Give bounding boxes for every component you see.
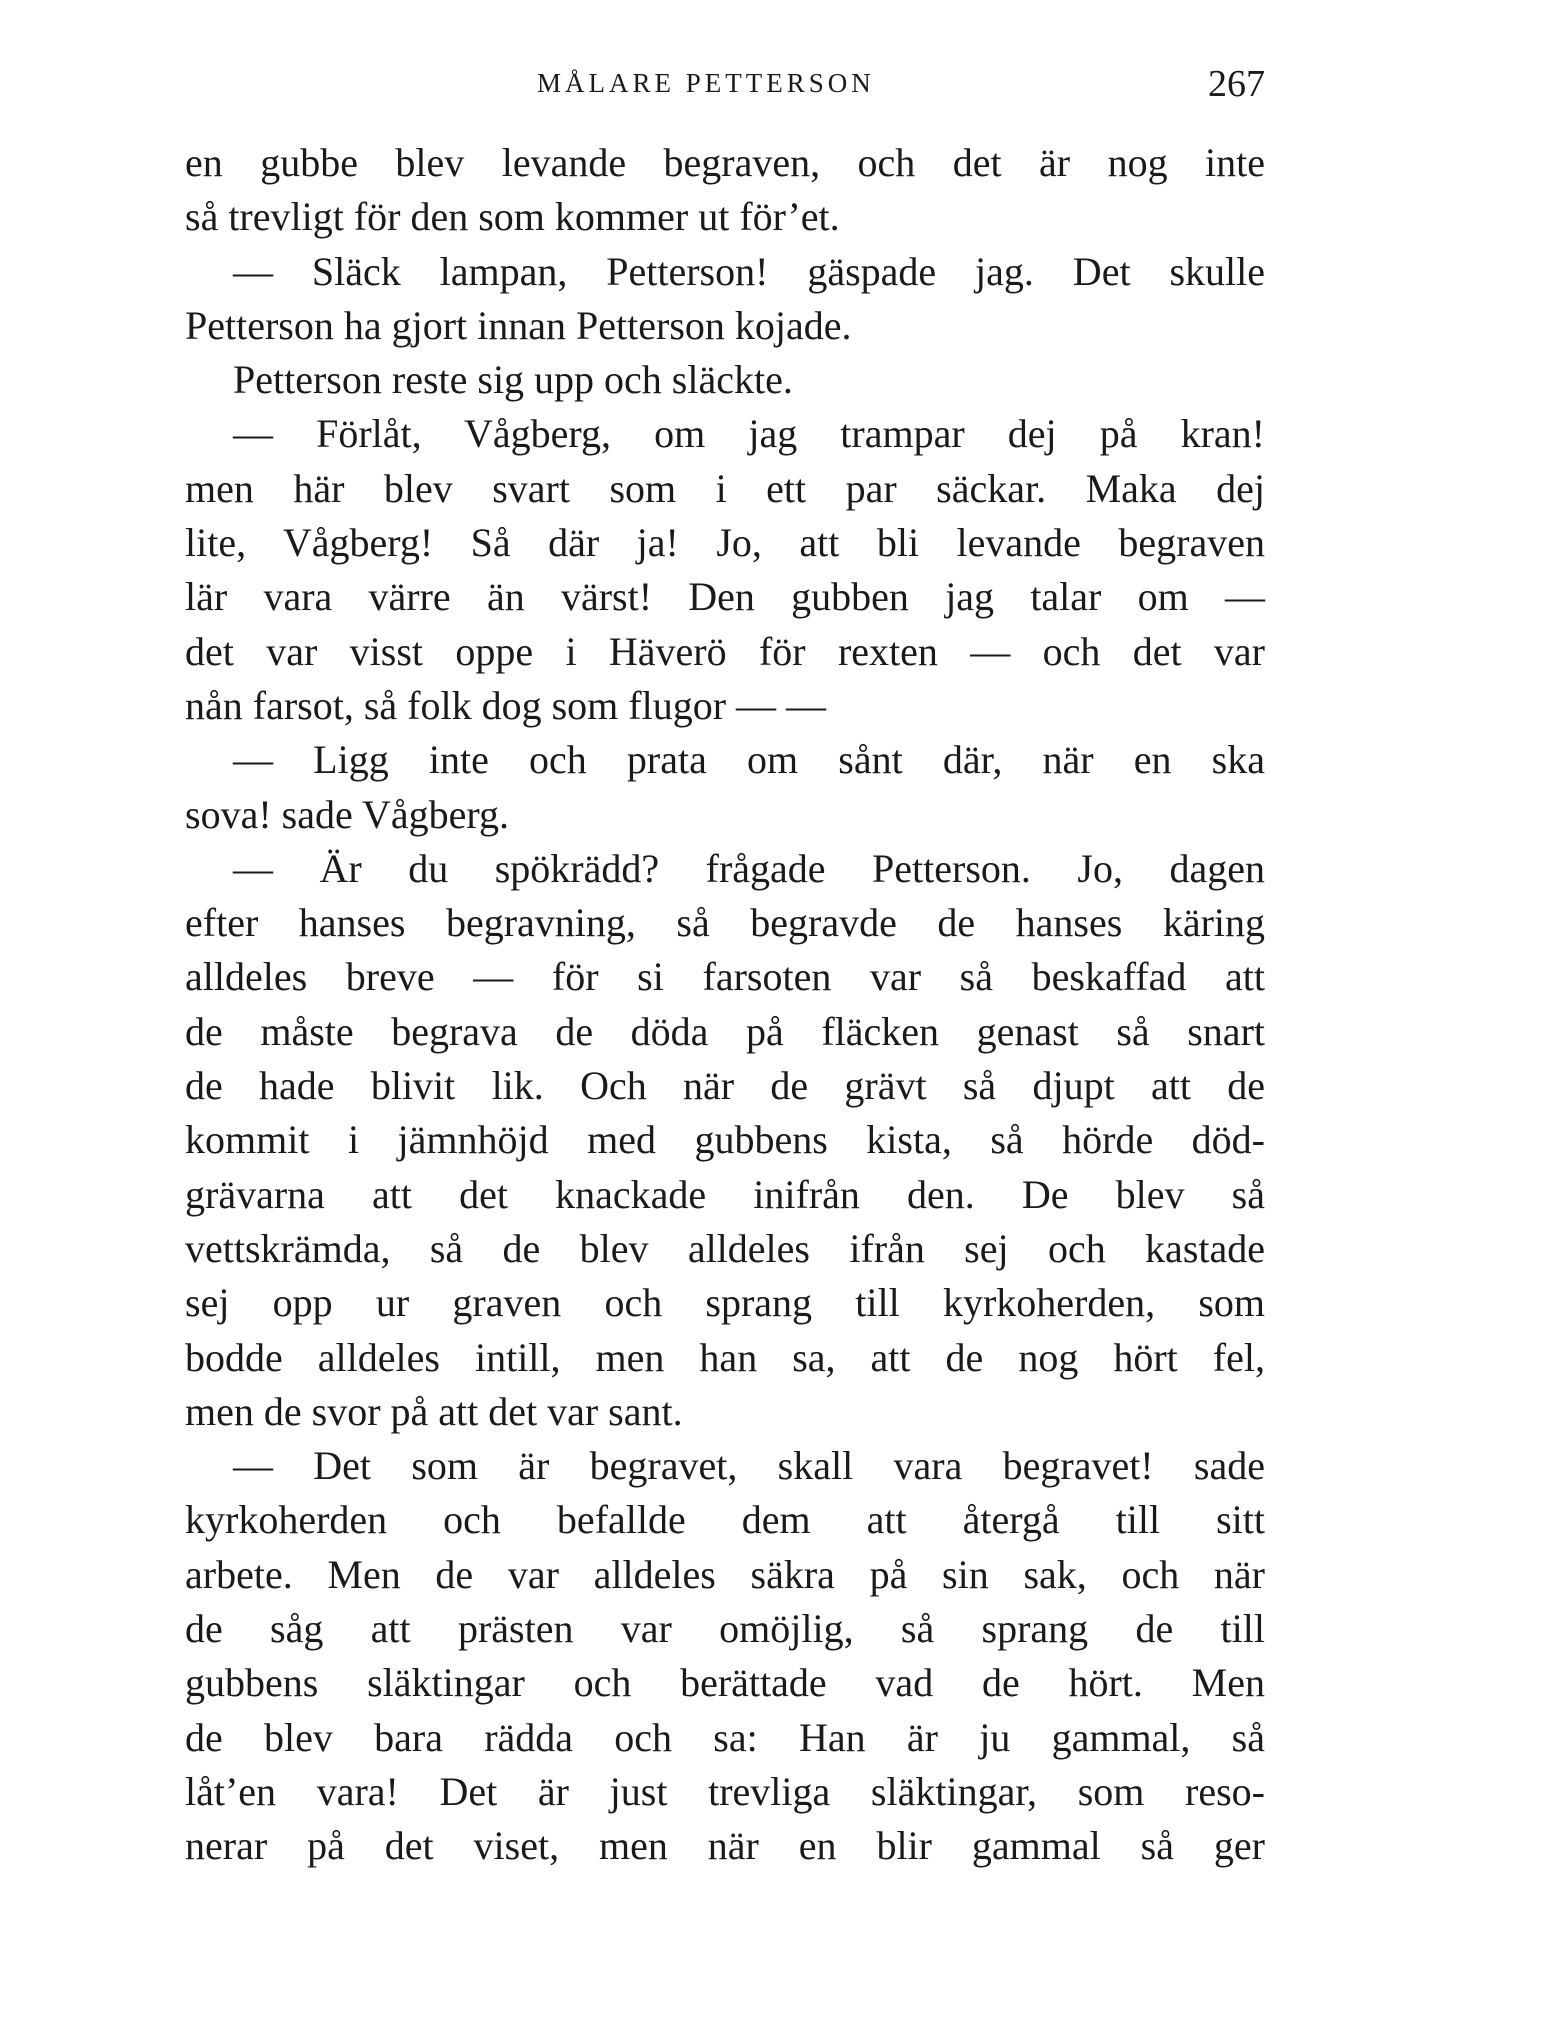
text-line: kyrkoherden och befallde dem att återgå till sitt [185, 1497, 1265, 1543]
text-line: — Är du spökrädd? frågade Petterson. Jo, dagen [233, 845, 1265, 891]
text-line: grävarna att det knackade inifrån den. De blev så [185, 1171, 1265, 1217]
text-line: alldeles breve — för si farsoten var så beskaffad att [185, 954, 1265, 1000]
text-line: Petterson ha gjort innan Petterson kojade. [185, 302, 852, 348]
text-line: det var visst oppe i Häverö för rexten — och det var [185, 628, 1265, 674]
text-line: en gubbe blev levande begraven, och det är nog inte [185, 140, 1265, 185]
text-line: efter hanses begravning, så begravde de hanses käring [185, 900, 1265, 946]
text-line: — Förlåt, Vågberg, om jag trampar dej på kran! [233, 411, 1265, 457]
text-line: — Det som är begravet, skall vara begravet! sade [233, 1443, 1265, 1489]
body-text [185, 136, 1265, 1874]
text-line: kommit i jämnhöjd med gubbens kista, så hörde död- [185, 1117, 1265, 1163]
text-line: de såg att prästen var omöjlig, så sprang de till [185, 1606, 1265, 1652]
text-line: sej opp ur graven och sprang till kyrkoherden, som [185, 1280, 1265, 1326]
text-line: vettskrämda, så de blev alldeles ifrån sej och kastade [185, 1225, 1265, 1271]
text-line: de blev bara rädda och sa: Han är ju gammal, så [185, 1714, 1265, 1760]
text-line: bodde alldeles intill, men han sa, att de nog hört fel, [185, 1334, 1265, 1380]
text-line: sova! sade Vågberg. [185, 791, 509, 837]
text-line: låt’en vara! Det är just trevliga släktingar, som reso- [185, 1768, 1265, 1814]
text-line: nån farsot, så folk dog som flugor — — [185, 682, 827, 728]
text-line: — Släck lampan, Petterson! gäspade jag. Det skulle [233, 248, 1265, 294]
text-line: de hade blivit lik. Och när de grävt så djupt att de [185, 1063, 1265, 1109]
text-line: nerar på det viset, men när en blir gammal så ger [185, 1823, 1265, 1869]
text-line: gubbens släktingar och berättade vad de hört. Men [185, 1660, 1265, 1706]
text-line: lite, Vågberg! Så där ja! Jo, att bli levande begraven [185, 520, 1265, 566]
page-number: 267 [1208, 63, 1265, 105]
text-line: så trevligt för den som kommer ut för’et. [185, 194, 840, 240]
text-line: men här blev svart som i ett par säckar. Maka dej [185, 465, 1265, 511]
text-line: arbete. Men de var alldeles säkra på sin sak, och när [185, 1551, 1265, 1597]
text-line: Petterson reste sig upp och släckte. [233, 357, 793, 403]
running-title: MÅLARE PETTERSON [537, 68, 875, 98]
text-line: — Ligg inte och prata om sånt där, när en ska [233, 737, 1265, 783]
running-head [185, 62, 1265, 112]
text-line: lär vara värre än värst! Den gubben jag talar om — [185, 574, 1265, 620]
text-line: de måste begrava de döda på fläcken genast så snart [185, 1008, 1265, 1054]
text-line: men de svor på att det var sant. [185, 1388, 683, 1434]
